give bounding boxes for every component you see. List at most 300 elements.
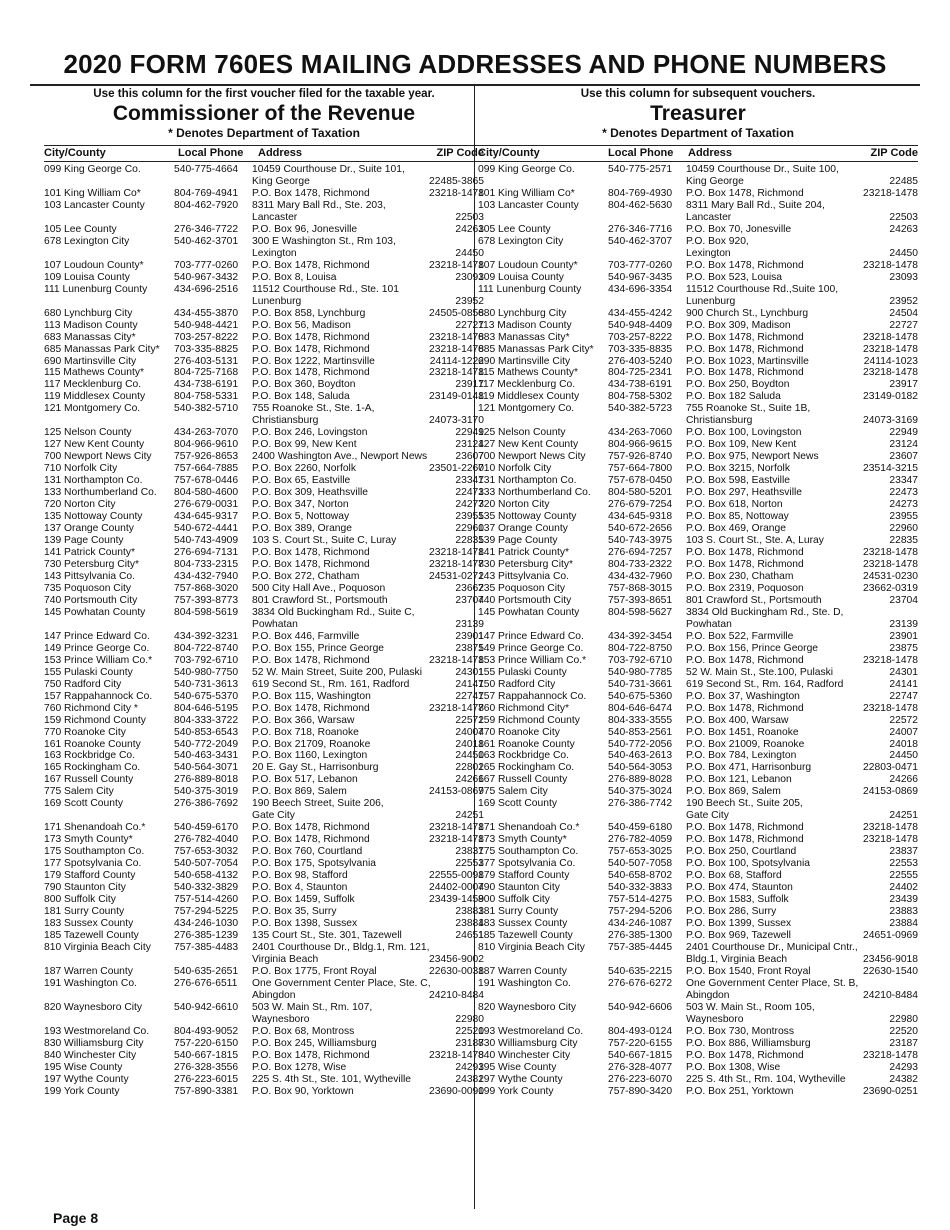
table-row (44, 379, 484, 391)
address: P.O. Box 1478, Richmond (252, 331, 370, 343)
zip-code: 24263 (889, 223, 918, 235)
zip-code: 23883 (455, 906, 484, 918)
local-phone: 804-966-9615 (608, 439, 673, 451)
local-phone: 276-385-1239 (174, 930, 239, 941)
zip-code: 23124 (455, 439, 484, 451)
local-phone: 804-333-3722 (174, 714, 239, 726)
address: P.O. Box 1478, Richmond (252, 187, 370, 199)
local-phone: 434-392-3454 (608, 630, 673, 642)
table-row (44, 451, 484, 463)
address: 8311 Mary Ball Rd., Ste. 203, (252, 199, 386, 211)
address: 20 E. Gay St., Harrisonburg (252, 762, 379, 774)
city-county: 750 Radford City (44, 678, 122, 690)
table-row (44, 176, 484, 188)
zip-code: 24266 (455, 774, 484, 786)
table-row (478, 356, 918, 368)
zip-code: 22747 (455, 690, 484, 702)
local-phone: 703-257-8222 (174, 331, 239, 343)
local-phone: 434-738-6191 (174, 379, 239, 391)
address: 225 S. 4th St., Ste. 101, Wytheville (252, 1073, 412, 1085)
zip-code: 23955 (455, 511, 484, 523)
address: P.O. Box 2319, Poquoson (686, 582, 804, 594)
address: 503 W. Main St., Room 105, (686, 1001, 815, 1013)
address: P.O. Box 96, Jonesville (252, 223, 358, 235)
city-county: 730 Petersburg City* (478, 558, 574, 570)
zip-code: 22473 (455, 487, 484, 499)
city-county: 175 Southampton Co. (44, 846, 145, 858)
zip-code: 23218-1478 (429, 702, 484, 714)
header-zip: ZIP Code (870, 147, 918, 159)
city-county: 155 Pulaski County (44, 666, 133, 678)
local-phone: 757-393-8651 (608, 594, 673, 606)
address: P.O. Box 1478, Richmond (686, 343, 804, 355)
zip-code: 22980 (455, 1013, 484, 1025)
address: 801 Crawford St., Portsmouth (252, 594, 388, 606)
address: Christiansburg (252, 415, 319, 427)
address: P.O. Box 245, Williamsburg (252, 1037, 377, 1049)
city-county: 141 Patrick County* (478, 547, 570, 558)
zip-code: 23837 (455, 846, 484, 858)
address: 755 Roanoke St., Suite 1B, (686, 403, 811, 415)
table-row (478, 463, 918, 475)
table-row (478, 511, 918, 523)
address: 10459 Courthouse Dr., Suite 101, (252, 164, 405, 175)
city-county: 730 Petersburg City* (44, 558, 140, 570)
table-row (478, 954, 918, 966)
city-county: 143 Pittsylvania Co. (44, 570, 136, 582)
zip-code: 23690-0251 (863, 1085, 918, 1097)
address: 52 W. Main Street, Suite 200, Pulaski (252, 666, 422, 678)
local-phone: 540-382-5723 (608, 403, 673, 415)
table-row (44, 966, 484, 978)
city-county: 113 Madison County (44, 319, 138, 331)
address: P.O. Box 68, Montross (252, 1025, 355, 1037)
address: P.O. Box 1478, Richmond (686, 558, 804, 570)
local-phone: 540-731-3661 (608, 678, 673, 690)
zip-code: 23955 (889, 511, 918, 523)
zip-code: 22485 (889, 175, 918, 187)
zip-code: 22503 (455, 211, 484, 223)
zip-code: 24141 (889, 678, 918, 690)
table-row (44, 248, 484, 260)
city-county: 119 Middlesex County (478, 391, 580, 403)
table-row (44, 356, 484, 368)
zip-code: 22802 (455, 762, 484, 774)
table-row (478, 188, 918, 200)
zip-code: 23218-1478 (429, 187, 484, 199)
local-phone: 804-493-9052 (174, 1025, 239, 1037)
table-row (44, 727, 484, 739)
table-row (44, 918, 484, 930)
address: P.O. Box 400, Warsaw (686, 714, 789, 726)
local-phone: 757-890-3420 (608, 1085, 673, 1097)
zip-code: 24114-1222 (429, 355, 484, 367)
table-row (44, 523, 484, 535)
local-phone: 540-743-3975 (608, 535, 673, 547)
table-row (478, 344, 918, 356)
city-county: 177 Spotsylvania Co. (478, 858, 576, 870)
table-row (44, 822, 484, 834)
address: P.O. Box 446, Farmville (252, 630, 360, 642)
city-county: 125 Nelson County (478, 427, 566, 439)
zip-code: 23218-1478 (429, 367, 484, 379)
local-phone: 276-782-4059 (608, 834, 673, 846)
address: 801 Crawford St., Portsmouth (686, 594, 822, 606)
city-county: 109 Louisa County (478, 271, 564, 283)
zip-code: 22630-0038 (429, 965, 484, 977)
address: P.O. Box 760, Courtland (252, 846, 363, 858)
address: P.O. Box 366, Warsaw (252, 714, 355, 726)
local-phone: 804-580-5201 (608, 487, 673, 499)
local-phone: 757-653-3032 (174, 846, 239, 858)
address: P.O. Box 21009, Roanoke (686, 738, 805, 750)
local-phone: 804-722-8740 (174, 642, 239, 654)
city-county: 173 Smyth County* (44, 834, 133, 846)
city-county: 161 Roanoke County (478, 738, 575, 750)
address: P.O. Box 1478, Richmond (686, 331, 804, 343)
table-row (44, 487, 484, 499)
zip-code: 23952 (455, 295, 484, 307)
table-row (478, 296, 918, 308)
header-phone: Local Phone (608, 147, 674, 159)
zip-code: 24382 (455, 1073, 484, 1085)
zip-code: 23093 (889, 271, 918, 283)
table-row (44, 810, 484, 822)
address: Powhatan (252, 618, 298, 630)
address: 8311 Mary Ball Rd., Suite 204, (686, 199, 825, 211)
table-row (478, 571, 918, 583)
zip-code: 23218-1478 (429, 822, 484, 834)
local-phone: 540-942-6606 (608, 1001, 673, 1013)
address: 11512 Courthouse Rd., Ste. 101 (252, 283, 399, 295)
table-row (44, 583, 484, 595)
column-subheading: * Denotes Department of Taxation (168, 126, 360, 140)
city-county: 678 Lexington City (44, 235, 130, 247)
city-county: 685 Manassas Park City* (478, 343, 594, 355)
table-row (44, 439, 484, 451)
zip-code: 23218-1478 (863, 654, 918, 666)
address: P.O. Box 1459, Suffolk (252, 894, 355, 906)
address: P.O. Box 1478, Richmond (686, 187, 804, 199)
address: 619 Second St., Rm. 161, Radford (252, 678, 410, 690)
city-county: 155 Pulaski County (478, 666, 567, 678)
local-phone: 276-346-7716 (608, 223, 673, 235)
header-city: City/County (44, 147, 106, 159)
city-county: 199 York County (44, 1085, 120, 1097)
city-county: 099 King George Co. (44, 164, 141, 175)
local-phone: 434-246-1030 (174, 918, 239, 930)
zip-code: 23218-1478 (863, 822, 918, 834)
city-county: 690 Martinsville City (478, 355, 571, 367)
zip-code: 23218-1478 (429, 1049, 484, 1061)
table-row (44, 631, 484, 643)
address: P.O. Box 85, Nottoway (686, 511, 789, 523)
address: P.O. Box 975, Newport News (686, 451, 819, 463)
address: P.O. Box 230, Chatham (686, 570, 794, 582)
address: One Government Center Place, St. B, (686, 977, 859, 989)
local-phone: 540-731-3613 (174, 678, 239, 690)
local-phone: 804-646-5195 (174, 702, 239, 714)
table-row (44, 930, 484, 942)
table-row (478, 1074, 918, 1086)
table-row (44, 344, 484, 356)
city-county: 187 Warren County (478, 965, 567, 977)
address: 500 City Hall Ave., Poquoson (252, 582, 386, 594)
zip-code: 23218-1478 (429, 331, 484, 343)
local-phone: 804-725-2341 (608, 367, 673, 379)
local-phone: 276-328-3556 (174, 1061, 239, 1073)
local-phone: 757-294-5206 (608, 906, 673, 918)
city-county: 683 Manassas City* (478, 331, 570, 343)
zip-code: 23514-3215 (863, 463, 918, 475)
zip-code: 22727 (889, 319, 918, 331)
table-row (478, 224, 918, 236)
header-rule (44, 161, 484, 162)
zip-code: 22553 (455, 858, 484, 870)
address: P.O. Box 246, Lovingston (252, 427, 368, 439)
table-row (478, 750, 918, 762)
city-county: 173 Smyth County* (478, 834, 567, 846)
city-county: 169 Scott County (44, 798, 123, 810)
table-row (44, 427, 484, 439)
city-county: 720 Norton City (44, 499, 116, 511)
table-row (44, 296, 484, 308)
table-header (44, 145, 484, 160)
zip-code: 22553 (889, 858, 918, 870)
zip-code: 22747 (889, 690, 918, 702)
zip-code: 24531-0230 (863, 570, 918, 582)
zip-code: 24141 (455, 678, 484, 690)
local-phone: 757-393-8773 (174, 594, 239, 606)
city-county: 137 Orange County (44, 523, 134, 535)
address: P.O. Box 360, Boydton (252, 379, 356, 391)
table-row (44, 834, 484, 846)
table-row (478, 379, 918, 391)
zip-code: 23875 (455, 642, 484, 654)
zip-code: 23218-1478 (429, 654, 484, 666)
table-row (44, 978, 484, 990)
address: P.O. Box 1478, Richmond (252, 558, 370, 570)
address: P.O. Box 70, Jonesville (686, 223, 792, 235)
city-county: 159 Richmond County (44, 714, 146, 726)
local-phone: 540-564-3053 (608, 762, 673, 774)
table-row (478, 248, 918, 260)
local-phone: 276-679-7254 (608, 499, 673, 511)
address: P.O. Box 730, Montross (686, 1025, 794, 1037)
address: P.O. Box 784, Lexington (686, 750, 797, 762)
zip-code: 23218-1478 (429, 547, 484, 558)
local-phone: 757-220-6155 (608, 1037, 673, 1049)
local-phone: 434-455-3870 (174, 307, 239, 319)
city-county: 145 Powhatan County (478, 606, 580, 618)
local-phone: 276-223-6015 (174, 1073, 239, 1085)
table-row (44, 798, 484, 810)
table-row (44, 1050, 484, 1062)
address: Lancaster (686, 211, 732, 223)
table-row (478, 727, 918, 739)
table-row (44, 954, 484, 966)
city-county: 141 Patrick County* (44, 547, 136, 558)
address: P.O. Box 250, Boydton (686, 379, 790, 391)
address: 900 Church St., Lynchburg (686, 307, 809, 319)
zip-code: 22803-0471 (863, 762, 918, 774)
address-table (44, 164, 484, 1098)
table-row (44, 391, 484, 403)
address: 52 W. Main St., Ste.100, Pulaski (686, 666, 834, 678)
address: P.O. Box 523, Louisa (686, 271, 782, 283)
local-phone: 757-678-0450 (608, 475, 673, 487)
city-county: 157 Rappahannock Co. (478, 690, 587, 702)
zip-code: 23347 (455, 475, 484, 487)
table-row (478, 367, 918, 379)
address: Lexington (252, 247, 297, 259)
zip-code: 23439-1459 (429, 894, 484, 906)
table-row (478, 487, 918, 499)
address: P.O. Box 886, Williamsburg (686, 1037, 811, 1049)
table-row (478, 918, 918, 930)
address: P.O. Box 969, Tazewell (686, 930, 791, 941)
city-county: 183 Sussex County (478, 918, 568, 930)
local-phone: 804-966-9610 (174, 439, 239, 451)
local-phone: 703-257-8222 (608, 331, 673, 343)
zip-code: 23218-1478 (863, 187, 918, 199)
address: P.O. Box 1775, Front Royal (252, 965, 377, 977)
city-county: 193 Westmoreland Co. (478, 1025, 584, 1037)
local-phone: 804-758-5331 (174, 391, 239, 403)
city-county: 760 Richmond City * (44, 702, 138, 714)
local-phone: 434-432-7960 (608, 570, 673, 582)
local-phone: 276-386-7692 (174, 798, 239, 810)
address: P.O. Box 1583, Suffolk (686, 894, 789, 906)
city-county: 770 Roanoke City (44, 726, 126, 738)
city-county: 199 York County (478, 1085, 554, 1097)
zip-code: 24293 (889, 1061, 918, 1073)
zip-code: 24073-3169 (863, 415, 918, 427)
local-phone: 276-679-0031 (174, 499, 239, 511)
local-phone: 276-694-7131 (174, 547, 239, 558)
address: King George (252, 175, 310, 187)
local-phone: 540-675-5370 (174, 690, 239, 702)
table-row (44, 774, 484, 786)
local-phone: 540-672-4441 (174, 523, 239, 535)
local-phone: 434-263-7070 (174, 427, 239, 439)
city-county: 111 Lunenburg County (44, 283, 148, 295)
city-county: 810 Virginia Beach City (478, 941, 585, 953)
zip-code: 23690-0090 (429, 1085, 484, 1097)
address: Lunenburg (252, 295, 302, 307)
table-row (478, 906, 918, 918)
city-county: 760 Richmond City* (478, 702, 569, 714)
table-row (478, 1014, 918, 1026)
address: P.O. Box 251, Yorktown (686, 1085, 794, 1097)
zip-code: 23837 (889, 846, 918, 858)
address: P.O. Box 250, Courtland (686, 846, 797, 858)
header-rule (478, 161, 918, 162)
table-row (44, 200, 484, 212)
address: 190 Beech St., Suite 205, (686, 798, 803, 810)
city-county: 153 Prince William Co.* (478, 654, 587, 666)
city-county: 127 New Kent County (44, 439, 145, 451)
local-phone: 540-853-2561 (608, 726, 673, 738)
zip-code: 23218-1478 (863, 343, 918, 355)
address: P.O. Box 469, Orange (686, 523, 786, 535)
city-county: 175 Southampton Co. (478, 846, 579, 858)
local-phone: 757-664-7885 (174, 463, 239, 475)
zip-code: 23187 (455, 1037, 484, 1049)
header-city: City/County (478, 147, 540, 159)
zip-code: 23884 (455, 918, 484, 930)
table-row (44, 475, 484, 487)
city-county: 183 Sussex County (44, 918, 134, 930)
column-heading: Commissioner of the Revenue (112, 102, 416, 125)
zip-code: 23218-1478 (863, 331, 918, 343)
local-phone: 540-382-5710 (174, 403, 239, 415)
table-row (44, 188, 484, 200)
city-county: 167 Russell County (44, 774, 134, 786)
table-row (44, 1026, 484, 1038)
local-phone: 804-598-5627 (608, 606, 673, 618)
local-phone: 276-386-7742 (608, 798, 673, 810)
local-phone: 804-646-6474 (608, 702, 673, 714)
local-phone: 757-664-7800 (608, 463, 673, 475)
address: 11512 Courthouse Rd.,Suite 100, (686, 283, 839, 295)
city-county: 117 Mecklenburg Co. (44, 379, 142, 391)
city-county: 147 Prince Edward Co. (44, 630, 150, 642)
city-county: 181 Surry County (44, 906, 125, 918)
table-row (478, 260, 918, 272)
zip-code: 23149-0182 (863, 391, 918, 403)
address: Waynesboro (252, 1013, 310, 1025)
local-phone: 276-889-8018 (174, 774, 239, 786)
city-county: 115 Mathews County* (44, 367, 144, 379)
table-row (44, 332, 484, 344)
table-row (478, 978, 918, 990)
table-row (478, 475, 918, 487)
local-phone: 540-743-4909 (174, 535, 239, 547)
address: Powhatan (686, 618, 732, 630)
zip-code: 22835 (455, 535, 484, 547)
zip-code: 24505-0858 (429, 307, 484, 319)
table-row (478, 846, 918, 858)
address: 300 E Washington St., Rm 103, (252, 235, 396, 247)
address: P.O. Box 1478, Richmond (252, 822, 370, 834)
zip-code: 23704 (889, 594, 918, 606)
local-phone: 434-645-9317 (174, 511, 239, 523)
address: P.O. Box 618, Norton (686, 499, 783, 511)
local-phone: 540-672-2656 (608, 523, 673, 535)
table-row (44, 762, 484, 774)
address: 2401 Courthouse Dr., Municipal Cntr., (686, 941, 858, 953)
city-county: 167 Russell County (478, 774, 568, 786)
header-phone: Local Phone (178, 147, 244, 159)
local-phone: 540-667-1815 (608, 1049, 673, 1061)
city-county: 740 Portsmouth City (478, 594, 572, 606)
local-phone: 804-733-2315 (174, 558, 239, 570)
zip-code: 22727 (455, 319, 484, 331)
address: 2400 Washington Ave., Newport News (252, 451, 428, 463)
city-county: 683 Manassas City* (44, 331, 136, 343)
address: 2401 Courthouse Dr., Bldg.1, Rm. 121, (252, 941, 430, 953)
column-use-note: Use this column for subsequent vouchers. (580, 87, 816, 100)
address: P.O. Box 858, Lynchburg (252, 307, 366, 319)
local-phone: 540-658-4132 (174, 870, 239, 882)
table-row (478, 942, 918, 954)
city-county: 820 Waynesboro City (478, 1001, 577, 1013)
zip-code: 23218-1478 (429, 834, 484, 846)
address: 190 Beech Street, Suite 206, (252, 798, 384, 810)
city-county: 685 Manassas Park City* (44, 343, 160, 355)
address: P.O. Box 121, Lebanon (686, 774, 792, 786)
